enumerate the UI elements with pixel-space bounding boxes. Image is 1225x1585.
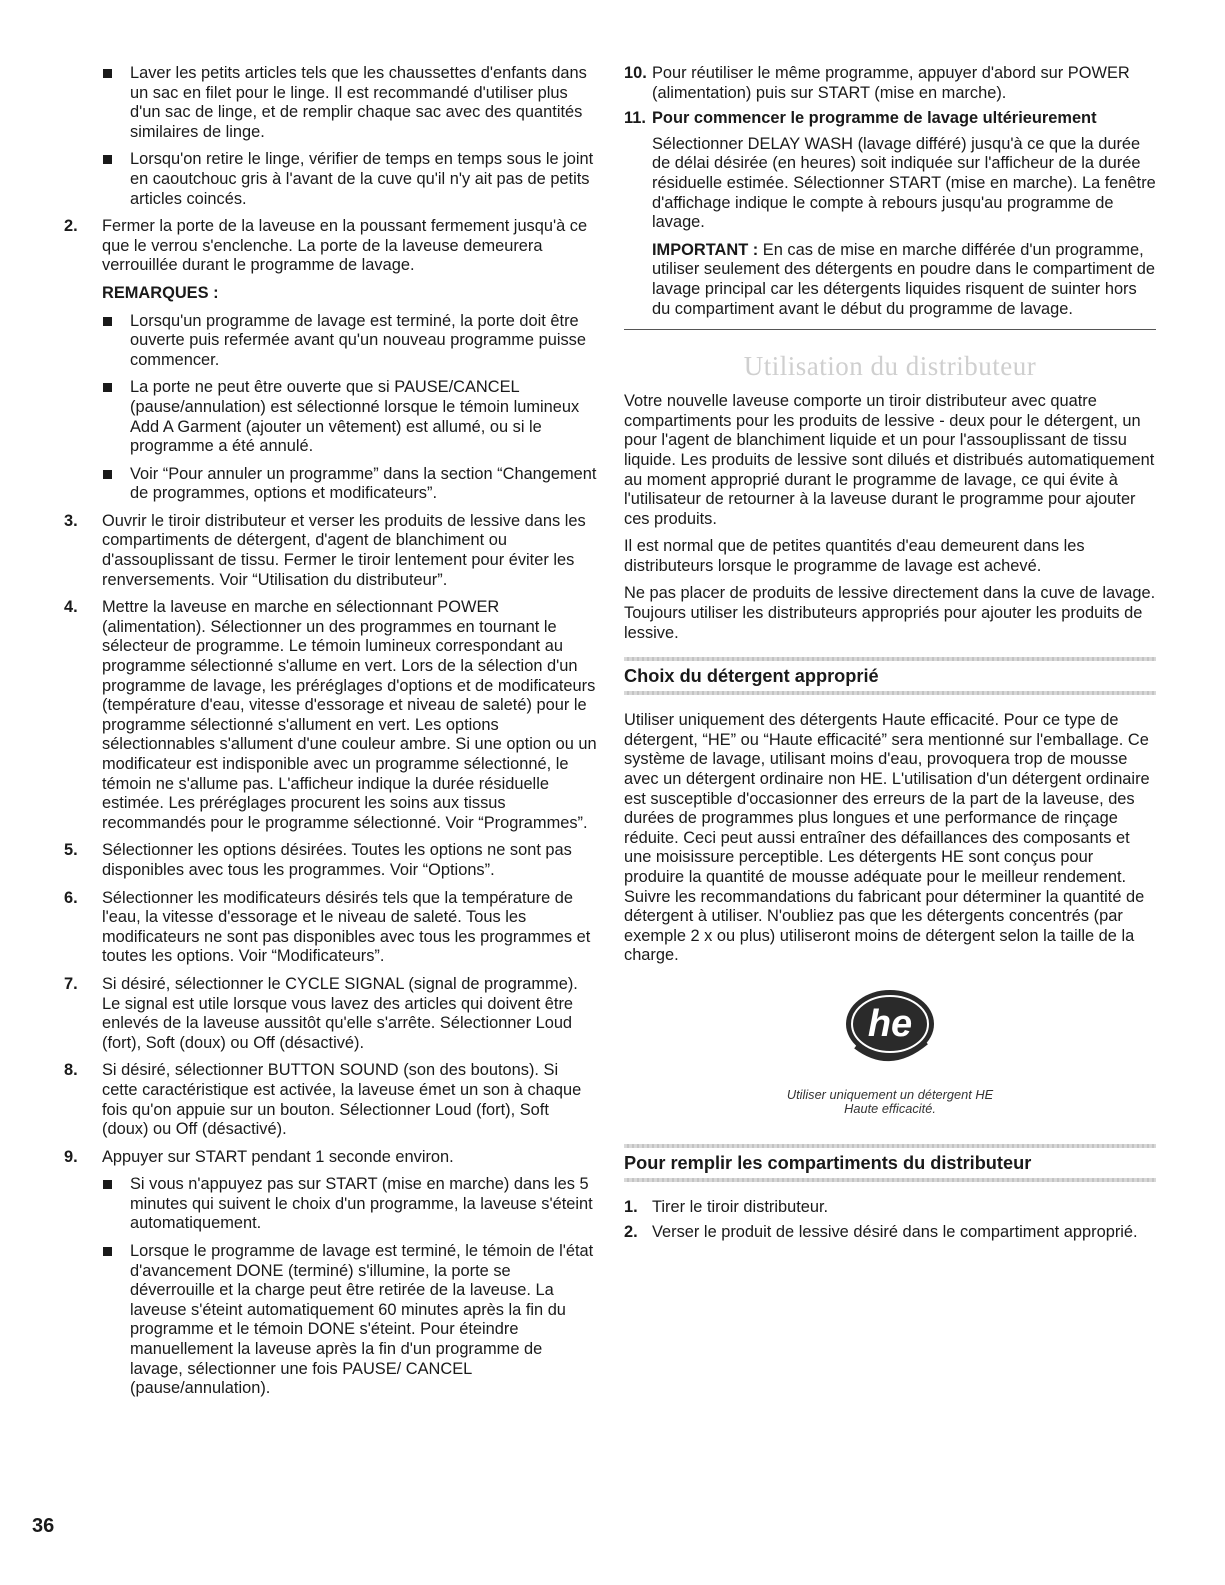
step-5: 5. Sélectionner les options désirées. Toutes les options ne sont pas disponibles avec tous les programmes. Voir “Options”. <box>64 841 572 879</box>
bullet-item: Si vous n'appuyez pas sur START (mise en marche) dans les 5 minutes qui suivent le choix d'un programme, la laveuse s'éteint automatiquement. <box>32 1175 597 1234</box>
step-9: 9. Appuyer sur START pendant 1 seconde environ. <box>64 1147 454 1166</box>
step-3: 3. Ouvrir le tiroir distributeur et verser les produits de lessive dans les compartiments de détergent, d'agent de blanchiment ou d'assouplissant de tissu. Fermer le tiroir lentement pour éviter les renversements. Voir “Utilisation du distributeur”. <box>64 511 586 589</box>
dispenser-paragraph: Il est normal que de petites quantités d'eau demeurent dans les distributeurs lorsque le programme de lavage est achevé. <box>624 537 1085 575</box>
bullet-item: Lorsqu'on retire le linge, vérifier de temps en temps sous le joint en caoutchouc gris à l'avant de la cuve qu'il n'y ait pas de petits articles coincés. <box>32 150 597 209</box>
step-4: 4. Mettre la laveuse en marche en sélectionnant POWER (alimentation). Sélectionner un des programmes en tournant le sélecteur de programme. Le témoin lumineux correspondant au programme sélectionné s'allume en vert. Lors de la sélection d'un programme de lavage, les préréglages d'options et de modificateurs (température d'eau, vitesse d'essorage et niveau de saleté) pour le programme sélectionné s'allument en vert. Les options sélectionnables s'allument d'une couleur ambre. Si une option ou un modificateur est indisponible avec un programme sélectionné, le témoin ne s'allume pas. L'afficheur indique la durée résiduelle estimée. Les préréglages procurent les soins aux tissus recommandés pour le programme sélectionné. Voir “Programmes”. <box>64 598 597 832</box>
bullet-square-icon <box>103 317 112 326</box>
notes-label: REMARQUES : <box>102 283 219 302</box>
section-divider <box>624 329 1156 330</box>
step-11-heading: Pour commencer le programme de lavage ultérieurement <box>652 109 1097 128</box>
detergent-heading: Choix du détergent approprié <box>624 666 879 687</box>
svg-text:he: he <box>867 1002 913 1045</box>
step-6: 6. Sélectionner les modificateurs désirés tels que la température de l'eau, la vitesse d'essorage et le niveau de saleté. Tous les modificateurs ne sont pas disponibles avec tous les programmes et toutes les options. Voir “Modificateurs”. <box>64 888 591 966</box>
detergent-paragraph: Utiliser uniquement des détergents Haute efficacité. Pour ce type de détergent, “HE” ou “Haute efficacité” sera mentionné sur l'emballage. Ce système de lavage, utilisant moins d'eau, provoquera trop de mousse avec un détergent ordinaire non HE. L'utilisation d'un détergent ordinaire est susceptible d'occasionner des erreurs de la part de la laveuse, des durées de programmes plus longues et une performance de rinçage réduite. Ceci peut aussi entraîner des défaillances des composants et une moisissure perceptible. Les détergents HE sont conçus pour produire la quantité de mousse adéquate pour le meilleur rendement. Suivre les recommandations du fabricant pour déterminer la quantité de détergent à utiliser. N'oubliez pas que les détergents concentrés (par exemple 2 x ou plus) utiliseront moins de détergent selon la taille de la charge. <box>624 711 1150 965</box>
step-8: 8. Si désiré, sélectionner BUTTON SOUND (son des boutons). Si cette caractéristique est activée, la laveuse émet un son à chaque fois qu'on appuie sur un bouton. Sélectionner Loud (fort), Soft (doux) ou Off (désactivé). <box>64 1061 582 1139</box>
dispenser-paragraph: Ne pas placer de produits de lessive directement dans la cuve de lavage. Toujours utiliser les distributeurs appropriés pour ajouter les produits de lessive. <box>624 584 1156 642</box>
bullet-square-icon <box>103 1247 112 1256</box>
detergent-heading-bar <box>624 657 1156 695</box>
step-10: 10. Pour réutiliser le même programme, appuyer d'abord sur POWER (alimentation) puis sur START (mise en marche). <box>624 64 1130 102</box>
he-logo <box>624 984 1156 1078</box>
bullet-square-icon <box>103 155 112 164</box>
step-11-text: Sélectionner DELAY WASH (lavage différé) jusqu'à ce que la durée de délai désirée (en heures) soit indiquée sur l'afficheur de la durée résiduelle estimée. Sélectionner START (mise en marche). La fenêtre d'affichage indique le compte à rebours jusqu'au programme de lavage. <box>652 134 1156 232</box>
fill-step-2: 2. Verser le produit de lessive désiré dans le compartiment approprié. <box>624 1223 1138 1242</box>
fill-step-1: 1. Tirer le tiroir distributeur. <box>624 1197 829 1216</box>
bullet-square-icon <box>103 383 112 392</box>
step-7: 7. Si désiré, sélectionner le CYCLE SIGNAL (signal de programme). Le signal est utile lorsque vous lavez des articles qui doivent être enlevés de la laveuse aussitôt qu'elle s'arrête. Sélectionner Loud (fort), Soft (doux) ou Off (désactivé). <box>64 974 578 1052</box>
fill-heading: Pour remplir les compartiments du distributeur <box>624 1152 1032 1173</box>
note-item: Lorsqu'un programme de lavage est terminé, la porte doit être ouverte puis refermée avant qu'un nouveau programme puisse commencer. <box>32 312 597 371</box>
bullet-square-icon <box>103 1180 112 1189</box>
right-column <box>624 64 1156 1249</box>
bullet-item: Lorsque le programme de lavage est terminé, le témoin de l'état d'avancement DONE (terminé) s'illumine, la porte se déverrouille et la charge peut être retirée de la laveuse. La laveuse s'éteint automatiquement 60 minutes après la fin du programme et le témoin DONE s'éteint. Pour éteindre manuellement la laveuse après la fin d'un programme de lavage, sélectionner une fois PAUSE/ CANCEL (pause/annulation). <box>32 1242 597 1399</box>
fill-heading-bar <box>624 1144 1156 1182</box>
bullet-square-icon <box>103 470 112 479</box>
note-item: Voir “Pour annuler un programme” dans la section “Changement de programmes, options et modificateurs”. <box>32 465 597 504</box>
logo-caption: Utiliser uniquement un détergent HE Haute efficacité. <box>786 1086 994 1116</box>
section-title: Utilisation du distributeur <box>743 351 1037 382</box>
left-column <box>32 64 597 1407</box>
page-number: 36 <box>32 1515 55 1537</box>
bullet-square-icon <box>103 69 112 78</box>
step-11: 11. Pour commencer le programme de lavage ultérieurement Sélectionner DELAY WASH (lavage différé) jusqu'à ce que la durée de délai désirée (en heures) soit indiquée sur l'afficheur de la durée résiduelle estimée. Sélectionner START (mise en marche). La fenêtre d'affichage indique le compte à rebours jusqu'au programme de lavage. IMPORTANT : En cas de mise en marche différée d'un programme, utiliser seulement des détergents en poudre dans le compartiment de lavage principal car les détergents liquides risquent de suinter hors du compartiment avant le début du programme de lavage. <box>624 109 1156 318</box>
step-2: 2. Fermer la porte de la laveuse en la poussant fermement jusqu'à ce que le verrou s'enclenche. La porte de la laveuse demeurera verrouillée durant le programme de lavage. <box>64 217 588 275</box>
he-logo-icon <box>842 984 938 1072</box>
important-note: IMPORTANT : En cas de mise en marche différée d'un programme, utiliser seulement des détergents en poudre dans le compartiment de lavage principal car les détergents liquides risquent de suinter hors du compartiment avant le début du programme de lavage. <box>652 240 1155 318</box>
dispenser-paragraph: Votre nouvelle laveuse comporte un tiroir distributeur avec quatre compartiments pour les produits de lessive - deux pour le détergent, un pour l'agent de blanchiment liquide et un pour l'assouplissant de tissu liquide. Les produits de lessive sont dilués et distribués automatiquement au moment approprié durant le programme de lavage, ce qui évite à l'utilisateur de retourner à la laveuse durant le programme pour ajouter ces produits. <box>624 392 1155 528</box>
note-item: La porte ne peut être ouverte que si PAUSE/CANCEL (pause/annulation) est sélectionné lorsque le témoin lumineux Add A Garment (ajouter un vêtement) est allumé, ou si le programme a été annulé. <box>32 378 597 456</box>
bullet-item: Laver les petits articles tels que les chaussettes d'enfants dans un sac en filet pour le linge. Il est recommandé d'utiliser plus d'un sac de linge, et de remplir chaque sac avec des quantités similaires de linge. <box>32 64 597 142</box>
